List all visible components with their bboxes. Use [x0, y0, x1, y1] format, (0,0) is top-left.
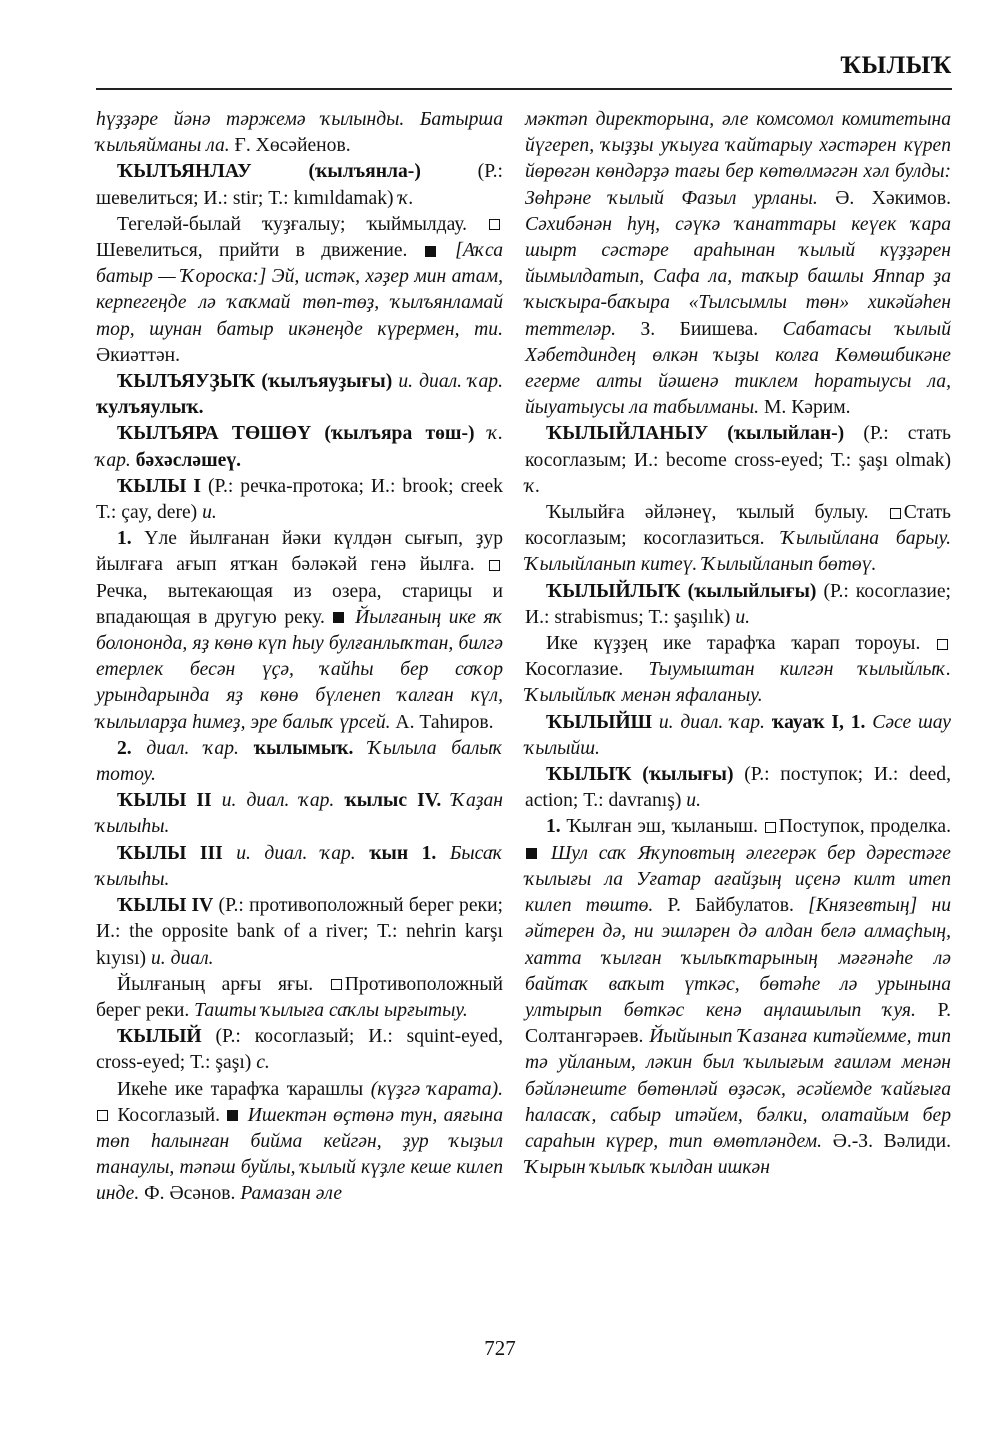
example-text: [Аҡса батыр — Ҡороска:] Эй, истәк, хәҙер мин атам, керпегеңде лә ҡаҡмай төп-төҙ, ҡылъянламай тор, шунан батыр икәнеңде күрермен, ти. [96, 240, 504, 340]
entry-kylyylanyu [525, 421, 951, 500]
entry-kylyk [525, 762, 951, 814]
entry-kylyanlau [96, 159, 503, 211]
headword: ҠЫЛЪЯНЛАУ [117, 161, 252, 183]
example-text: Ҡылыла балыҡ тотоу. [96, 737, 503, 786]
label: и. диал. ҡар. [652, 711, 765, 733]
example-text: Йыйынып Ҡазанға китәйемме, тип тә уйланым, ләкин был ҡылығым ғаиләм менән бәйләнеште бөтөнләй өҙәсәк, әсәйемде ҡайғыға һаласаҡ, сабыр итәйем, бәлки, олатайым бер сараһын күрер, тип өмөтләндем. [525, 1026, 951, 1152]
example-text: Рамазан әле [240, 1183, 343, 1205]
part-of-speech: и. диал. [150, 947, 214, 969]
entry-continuation [96, 107, 503, 159]
label: ҡ. ҡар. [96, 423, 503, 471]
definition-text: Ҡылыйға әйләнеү, ҡылый булыу. [546, 502, 889, 524]
russian-translation: Противоположный берег реки. [96, 973, 503, 1021]
cross-reference: ҡулъяулыҡ. [96, 397, 204, 419]
headword-form: (ҡылыйлан-) [708, 423, 845, 445]
definition [525, 631, 951, 710]
open-square-icon [97, 1110, 108, 1121]
citation: Әкиәттән. [96, 344, 181, 366]
entry-continuation [525, 107, 951, 421]
headword: ҠЫЛЫ II [117, 790, 212, 812]
running-head: ҠЫЛЫҠ [840, 52, 952, 79]
entry-kyly-4 [96, 893, 503, 972]
cross-reference: ҡылымыҡ. [238, 737, 354, 759]
example-text: Ҡаҙан ҡылыһы. [96, 790, 503, 838]
headword: ҠЫЛЫЙ [117, 1026, 202, 1048]
citation: Р. Байбулатов. [653, 895, 809, 917]
citation: А. Таһиров. [390, 711, 494, 733]
example-text: Сәхибәнән һуң, сәүкә ҡанаттары кеүек ҡара шырт сәстәре араһынан ҡылый күҙҙәрен йымылдатып, Сафа ла, таҡыр башлы Яппар ҙа ҡысҡыра-баҡыра «Тылсымлы төн» хикәйәһен теттеләр. [525, 213, 951, 340]
open-square-icon [765, 822, 776, 833]
definition-text: Үле йылғанан йәки күлдән сығып, ҙур йылғаға ағып ятҡан бәләкәй генә йылға. [96, 528, 503, 576]
translations: (Р.: поступок; И.: deed, action; Т.: davranış) [525, 764, 951, 812]
russian-translation: Стать косоглазым; косоглазиться. [525, 502, 951, 550]
open-square-icon [331, 979, 342, 990]
open-square-icon [489, 219, 500, 230]
russian-translation: Косоглазый. [111, 1104, 227, 1126]
example-text: һүҙҙәре йәнә тәржемә ҡылынды. Батырша ҡыльяйманы ла. [96, 109, 503, 157]
citation: Ә.-З. Вәлиди. [822, 1130, 951, 1152]
part-of-speech: и. [202, 502, 217, 524]
sense-1 [96, 526, 503, 736]
translations: (Р.: противоположный берег реки; И.: the opposite bank of a river; Т.: nehrin karşı kıyısı) [96, 895, 503, 969]
entry-kyly-1 [96, 474, 503, 526]
example-text: Шул саҡ Яҡуповтың әлегерәк бер дәрестәге ҡылығы ла Уғатар ағайҙың иҫенә килт итеп килеп төштө. [525, 842, 951, 917]
page-number: 727 [484, 1336, 516, 1360]
example-text: Ташты ҡылыға саҡлы ырғытыу. [194, 999, 468, 1021]
headword: ҠЫЛЫЙШ [546, 711, 653, 733]
russian-translation: Косоглазие. [525, 659, 649, 681]
russian-translation: Речка, вытекающая из озера, старицы и впадающая в другую реку. [96, 580, 503, 628]
headword: ҠЫЛЫЙЛЫҠ [546, 580, 681, 602]
label: и. диал. ҡар. [222, 842, 356, 864]
headword-form: (ҡылъяра төш-) [311, 423, 488, 445]
headword: ҠЫЛЫ I [117, 475, 201, 497]
citation: Ә. Хәкимов. [817, 187, 951, 209]
cross-reference: ҡауаҡ I, 1. [764, 711, 866, 733]
headword: ҠЫЛЪЯРА ТӨШӨҮ [117, 423, 312, 445]
definition-text: Ике күҙҙең ике тарафҡа ҡарап тороуы. [546, 633, 936, 655]
translations: (Р.: косоглазый; И.: squint-eyed, cross-eyed; Т.: şaşı) [96, 1026, 503, 1074]
part-of-speech: ҡ. [525, 475, 541, 497]
example-text: Тыумыштан килгән ҡылыйлыҡ. Ҡылыйлыҡ менән яфаланыу. [525, 659, 951, 707]
citation: Р. Солтангәрәев. [525, 999, 952, 1048]
part-of-speech: ҡ. [398, 187, 414, 209]
filled-square-icon [227, 1110, 238, 1121]
sense-1 [525, 814, 951, 1181]
label: и. диал. ҡар. [398, 371, 503, 393]
entry-kylyauzyk [96, 369, 503, 421]
part-of-speech: и. [686, 790, 701, 812]
example-text: мәктәп директорына, әле комсомол комитетына йүгереп, ҡыҙҙы уҡыуға ҡайтарыу хәстәрен күреп йөрөгән көндәрҙә тағы бер көтөлмәгән хәл булды: Зөһрәне ҡылый Фазыл урланы. [525, 109, 951, 209]
example-text: Сәсе шау ҡылыйш. [525, 711, 951, 759]
entry-kyly-3 [96, 841, 503, 893]
citation: З. Биишева. [616, 318, 783, 340]
headword-form: (ҡылығы) [631, 764, 734, 786]
definition-text: Икеһе ике тарафҡа ҡарашлы [117, 1078, 371, 1100]
citation: Ғ. Хөсәйенов. [229, 135, 351, 157]
filled-square-icon [425, 246, 436, 257]
headword: ҠЫЛЪЯУҘЫҠ [117, 371, 256, 393]
headword: ҠЫЛЫҠ [546, 764, 632, 786]
entry-kyly-2 [96, 788, 503, 840]
headword-form: (ҡылыйлығы) [680, 580, 817, 602]
header-rule [96, 88, 952, 90]
entry-kylyysh [525, 710, 951, 762]
definition-text: Тегеләй-былай ҡуҙғалыу; ҡыймылдау. [117, 213, 488, 235]
part-of-speech: с. [256, 1052, 270, 1074]
definition [525, 500, 951, 579]
label: и. диал. ҡар. [211, 790, 335, 812]
open-square-icon [890, 508, 901, 519]
translations: (Р.: косоглазие; И.: strabismus; Т.: şaşılık) [525, 580, 951, 628]
sense-number: 1. [546, 816, 561, 838]
filled-square-icon [526, 848, 537, 859]
cross-reference: ҡын 1. [355, 842, 437, 864]
headword: ҠЫЛЫ IV [117, 895, 214, 917]
open-square-icon [489, 560, 500, 571]
definition-text: Ҡылған эш, ҡыланыш. [560, 816, 764, 838]
example-text: Сабатасы ҡылый Хәбетдиндең өлкән ҡыҙы колға Көмөшбикәне егерме алты йәшенә тиклем һоратыусы ла, йыуатыусы ла табылманы. [525, 318, 951, 419]
example-text: Йылғаның ике яҡ болононда, яҙ көнө күп һыу булғанлыҡтан, билгә етерлек бесән үҫә, ҡайһы бер соҡор урындарында яҙ көнө бүленеп ҡалған күл, ҡылыларҙа һимеҙ, эре балыҡ үрсей. [96, 606, 504, 733]
cross-reference: бәхәсләшеү. [130, 449, 242, 471]
headword: ҠЫЛЫЙЛАНЫУ [546, 423, 709, 445]
example-text: Ҡылыйлана барыу. Ҡылыйланып китеү. Ҡылыйланып бөтөү. [525, 528, 952, 576]
part-of-speech: и. [735, 606, 751, 628]
example-text: Бысаҡ ҡылыһы. [96, 842, 503, 890]
translations: (Р.: стать косоглазым; И.: become cross-eyed; Т.: şaşı olmak) [525, 423, 951, 471]
left-column [96, 107, 503, 1208]
russian-translation: Поступок, проделка. [778, 816, 951, 838]
translations: (Р.: шевелиться; И.: stir; Т.: kımıldamak) [96, 161, 503, 209]
entry-kylyy [96, 1024, 503, 1076]
russian-translation: Шевелиться, прийти в движение. [96, 240, 424, 262]
citation: Ф. Әсәнов. [139, 1183, 241, 1205]
sense-number: 2. [117, 737, 132, 759]
filled-square-icon [333, 612, 344, 623]
headword-form: (ҡылъяуҙығы) [255, 371, 399, 393]
label: диал. ҡар. [131, 737, 239, 759]
definition [96, 972, 503, 1024]
headword-form: (ҡылъянла-) [251, 161, 421, 183]
headword: ҠЫЛЫ III [117, 842, 223, 864]
gloss: (күҙгә ҡарата). [370, 1078, 503, 1100]
example-text: Ҡырын ҡылыҡ ҡылдан ишкән [525, 1157, 770, 1179]
citation: М. Кәрим. [759, 397, 851, 419]
cross-reference: ҡылыс IV. [334, 790, 442, 812]
sense-number: 1. [117, 528, 132, 550]
definition [96, 212, 503, 369]
definition [96, 1077, 503, 1208]
open-square-icon [937, 639, 948, 650]
translations: (Р.: речка-протока; И.: brook; creek Т.: çay, dere) [96, 475, 503, 524]
example-text: Ишектән өҫтөнә тун, аяғына төп һалынған бийма кейгән, ҙур ҡыҙыл танаулы, тәпәш буйлы, ҡылый күҙле кеше килеп инде. [96, 1104, 503, 1205]
right-column [525, 107, 951, 1181]
entry-kylyylyk [525, 579, 951, 631]
example-text: [Князевтың] ни әйтерен дә, ни эшләрен дә алдан белә алмаҫһың, хатта ҡылған ҡылыҡтарының мәғәнәһе лә байтаҡ ваҡыт үткәс, бөтәһе лә урынына ултырып бөткәс кенә аңлашылып ҡуя. [525, 895, 951, 1021]
sense-2 [96, 736, 503, 788]
entry-kylyara-toshou [96, 421, 503, 473]
definition-text: Йылғаның арғы яғы. [117, 973, 330, 995]
